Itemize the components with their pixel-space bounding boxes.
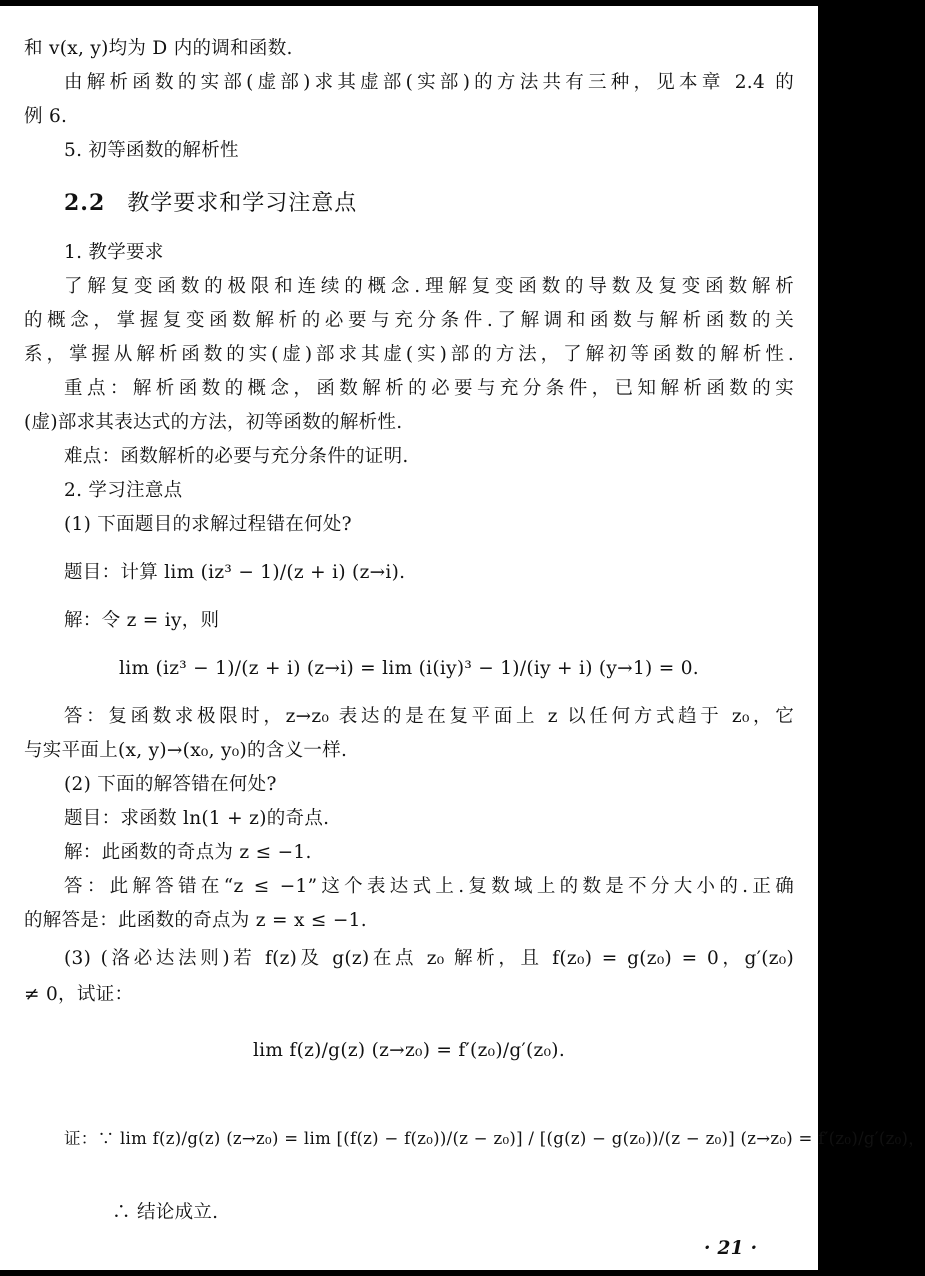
- question-3-line-2: ≠ 0，试证：: [24, 984, 134, 1005]
- page-number: · 21 ·: [704, 1238, 758, 1259]
- text-line-8: 的概念，掌握复变函数解析的必要与充分条件.了解调和函数与解析函数的关: [24, 310, 794, 331]
- text-line-3: 例 6.: [24, 106, 68, 127]
- subsection-heading-5: 5. 初等函数的解析性: [64, 140, 239, 161]
- question-3-line-1: (3) (洛必达法则)若 f(z)及 g(z)在点 z₀ 解析，且 f(z₀) = g(z₀) = 0，g′(z₀): [64, 948, 794, 969]
- problem-2-statement: 题目：求函数 ln(1 + z)的奇点.: [64, 808, 330, 829]
- equation-2: lim f(z)/g(z) (z→z₀) = f′(z₀)/g′(z₀).: [252, 1040, 566, 1061]
- text-line-7: 了解复变函数的极限和连续的概念.理解复变函数的导数及复变函数解析: [64, 276, 794, 297]
- answer-2-line-1: 答：此解答错在“z ≤ −1”这个表达式上.复数域上的数是不分大小的.正确: [64, 876, 794, 897]
- book-page: [0, 6, 925, 1270]
- question-1: (1) 下面题目的求解过程错在何处?: [64, 514, 352, 535]
- section-heading: [64, 188, 357, 219]
- section-title: 教学要求和学习注意点: [127, 191, 358, 216]
- answer-1-line-2: 与实平面上(x, y)→(x₀, y₀)的含义一样.: [24, 740, 348, 761]
- answer-2-line-2: 的解答是：此函数的奇点为 z = x ≤ −1.: [24, 910, 367, 931]
- answer-1-line-1: 答：复函数求极限时，z→z₀ 表达的是在复平面上 z 以任何方式趋于 z₀，它: [64, 706, 794, 727]
- proof-equation: 证：∵ lim f(z)/g(z) (z→z₀) = lim [(f(z) − f(z₀))/(z − z₀)] / [(g(z) − g(z₀))/(z − z₀)] (z→z₀) = f′(z₀)/g′(z₀)，: [64, 1129, 925, 1148]
- solution-1-intro: 解：令 z = iy，则: [64, 610, 220, 631]
- text-line-9: 系，掌握从解析函数的实(虚)部求其虚(实)部的方法，了解初等函数的解析性.: [24, 344, 794, 365]
- question-2: (2) 下面的解答错在何处?: [64, 774, 277, 795]
- text-line-12: 难点：函数解析的必要与充分条件的证明.: [64, 446, 409, 467]
- conclusion: ∴ 结论成立.: [112, 1202, 219, 1223]
- text-line-2: 由解析函数的实部(虚部)求其虚部(实部)的方法共有三种，见本章 2.4 的: [64, 72, 794, 93]
- section-number: 2.2: [64, 190, 106, 216]
- text-line-11: (虚)部求其表达式的方法，初等函数的解析性.: [24, 412, 403, 433]
- problem-1-statement: 题目：计算 lim (iz³ − 1)/(z + i) (z→i).: [64, 562, 406, 583]
- equation-1: lim (iz³ − 1)/(z + i) (z→i) = lim (i(iy)³ − 1)/(iy + i) (y→1) = 0.: [119, 658, 699, 679]
- text-line-1: 和 v(x, y)均为 D 内的调和函数.: [24, 38, 293, 59]
- subsection-heading-1: 1. 教学要求: [64, 242, 164, 263]
- solution-2: 解：此函数的奇点为 z ≤ −1.: [64, 842, 312, 863]
- text-line-10: 重点：解析函数的概念，函数解析的必要与充分条件，已知解析函数的实: [64, 378, 794, 399]
- subsection-heading-2: 2. 学习注意点: [64, 480, 183, 501]
